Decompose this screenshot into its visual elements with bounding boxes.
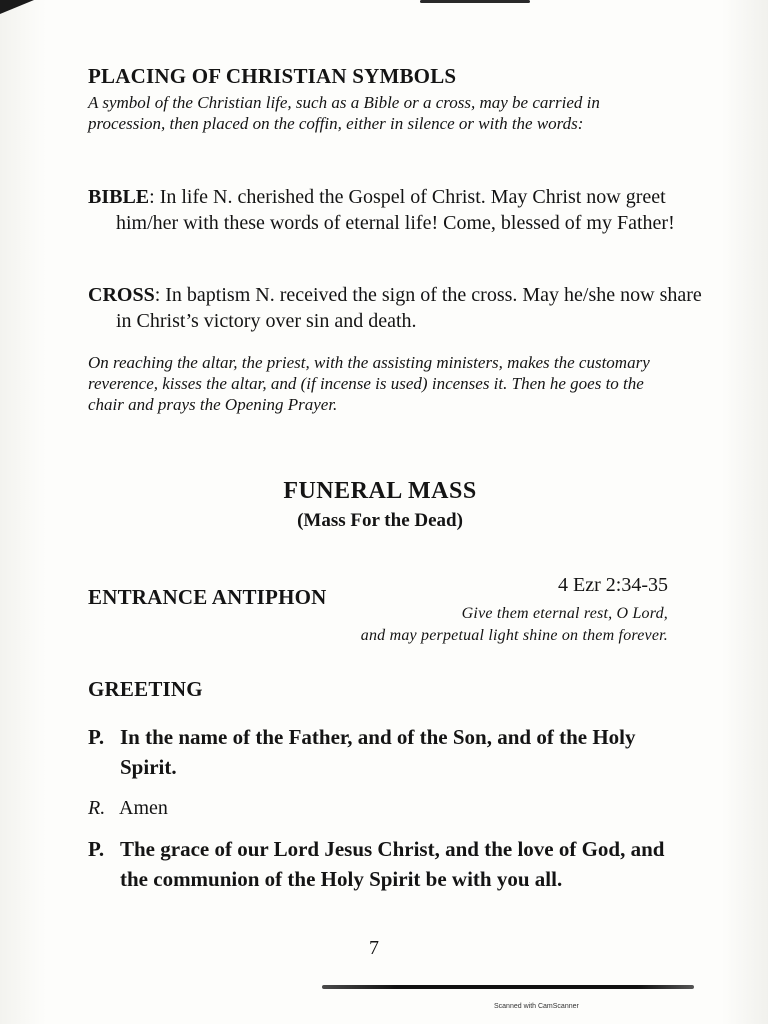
- cross-label: CROSS: [88, 284, 155, 306]
- priest-marker: P.: [88, 725, 105, 749]
- priest-line-2: The grace of our Lord Jesus Christ, and the love of God, and the communion of the Holy Spirit be with you all.: [120, 837, 665, 891]
- greeting-heading: GREETING: [88, 677, 203, 701]
- bottom-rule: [322, 985, 694, 989]
- symbols-rubric: A symbol of the Christian life, such as a Bible or a cross, may be carried in procession, then placed on the coffin, either in silence or with the words:: [88, 93, 600, 133]
- corner-shadow: [0, 0, 34, 14]
- cross-text: : In baptism N. received the sign of the cross. May he/she now share in Christ’s victory over sin and death.: [116, 284, 702, 332]
- bible-label: BIBLE: [88, 186, 150, 208]
- page-number: 7: [369, 937, 379, 959]
- response-marker: R.: [88, 797, 106, 819]
- antiphon-line-2: and may perpetual light shine on them forever.: [360, 627, 668, 644]
- priest-marker-2: P.: [88, 837, 105, 861]
- bible-text: : In life N. cherished the Gospel of Christ. May Christ now greet him/her with these words of eternal life! Come, blessed of my Father!: [116, 186, 675, 234]
- priest-line: In the name of the Father, and of the Son, and of the Holy Spirit.: [120, 725, 636, 779]
- top-edge-mark: [420, 0, 530, 3]
- scan-watermark: Scanned with CamScanner: [494, 1003, 579, 1010]
- greeting-response: [88, 797, 388, 820]
- greeting-priest-2: [88, 834, 678, 894]
- mass-subtitle: (Mass For the Dead): [297, 510, 463, 531]
- antiphon-citation: 4 Ezr 2:34-35: [558, 574, 668, 596]
- altar-rubric: On reaching the altar, the priest, with the assisting ministers, makes the customary reverence, kisses the altar, and (if incense is used) incenses it. Then he goes to the chair and prays the Opening Prayer.: [88, 353, 650, 414]
- greeting-priest-1: [88, 722, 678, 782]
- symbols-heading: PLACING OF CHRISTIAN SYMBOLS: [88, 64, 457, 88]
- cross-paragraph: [88, 282, 712, 334]
- antiphon-heading: ENTRANCE ANTIPHON: [88, 585, 327, 609]
- antiphon-line-1: Give them eternal rest, O Lord,: [461, 605, 668, 622]
- response-line: Amen: [119, 797, 168, 819]
- bible-paragraph: [88, 184, 712, 236]
- mass-title: FUNERAL MASS: [283, 478, 477, 504]
